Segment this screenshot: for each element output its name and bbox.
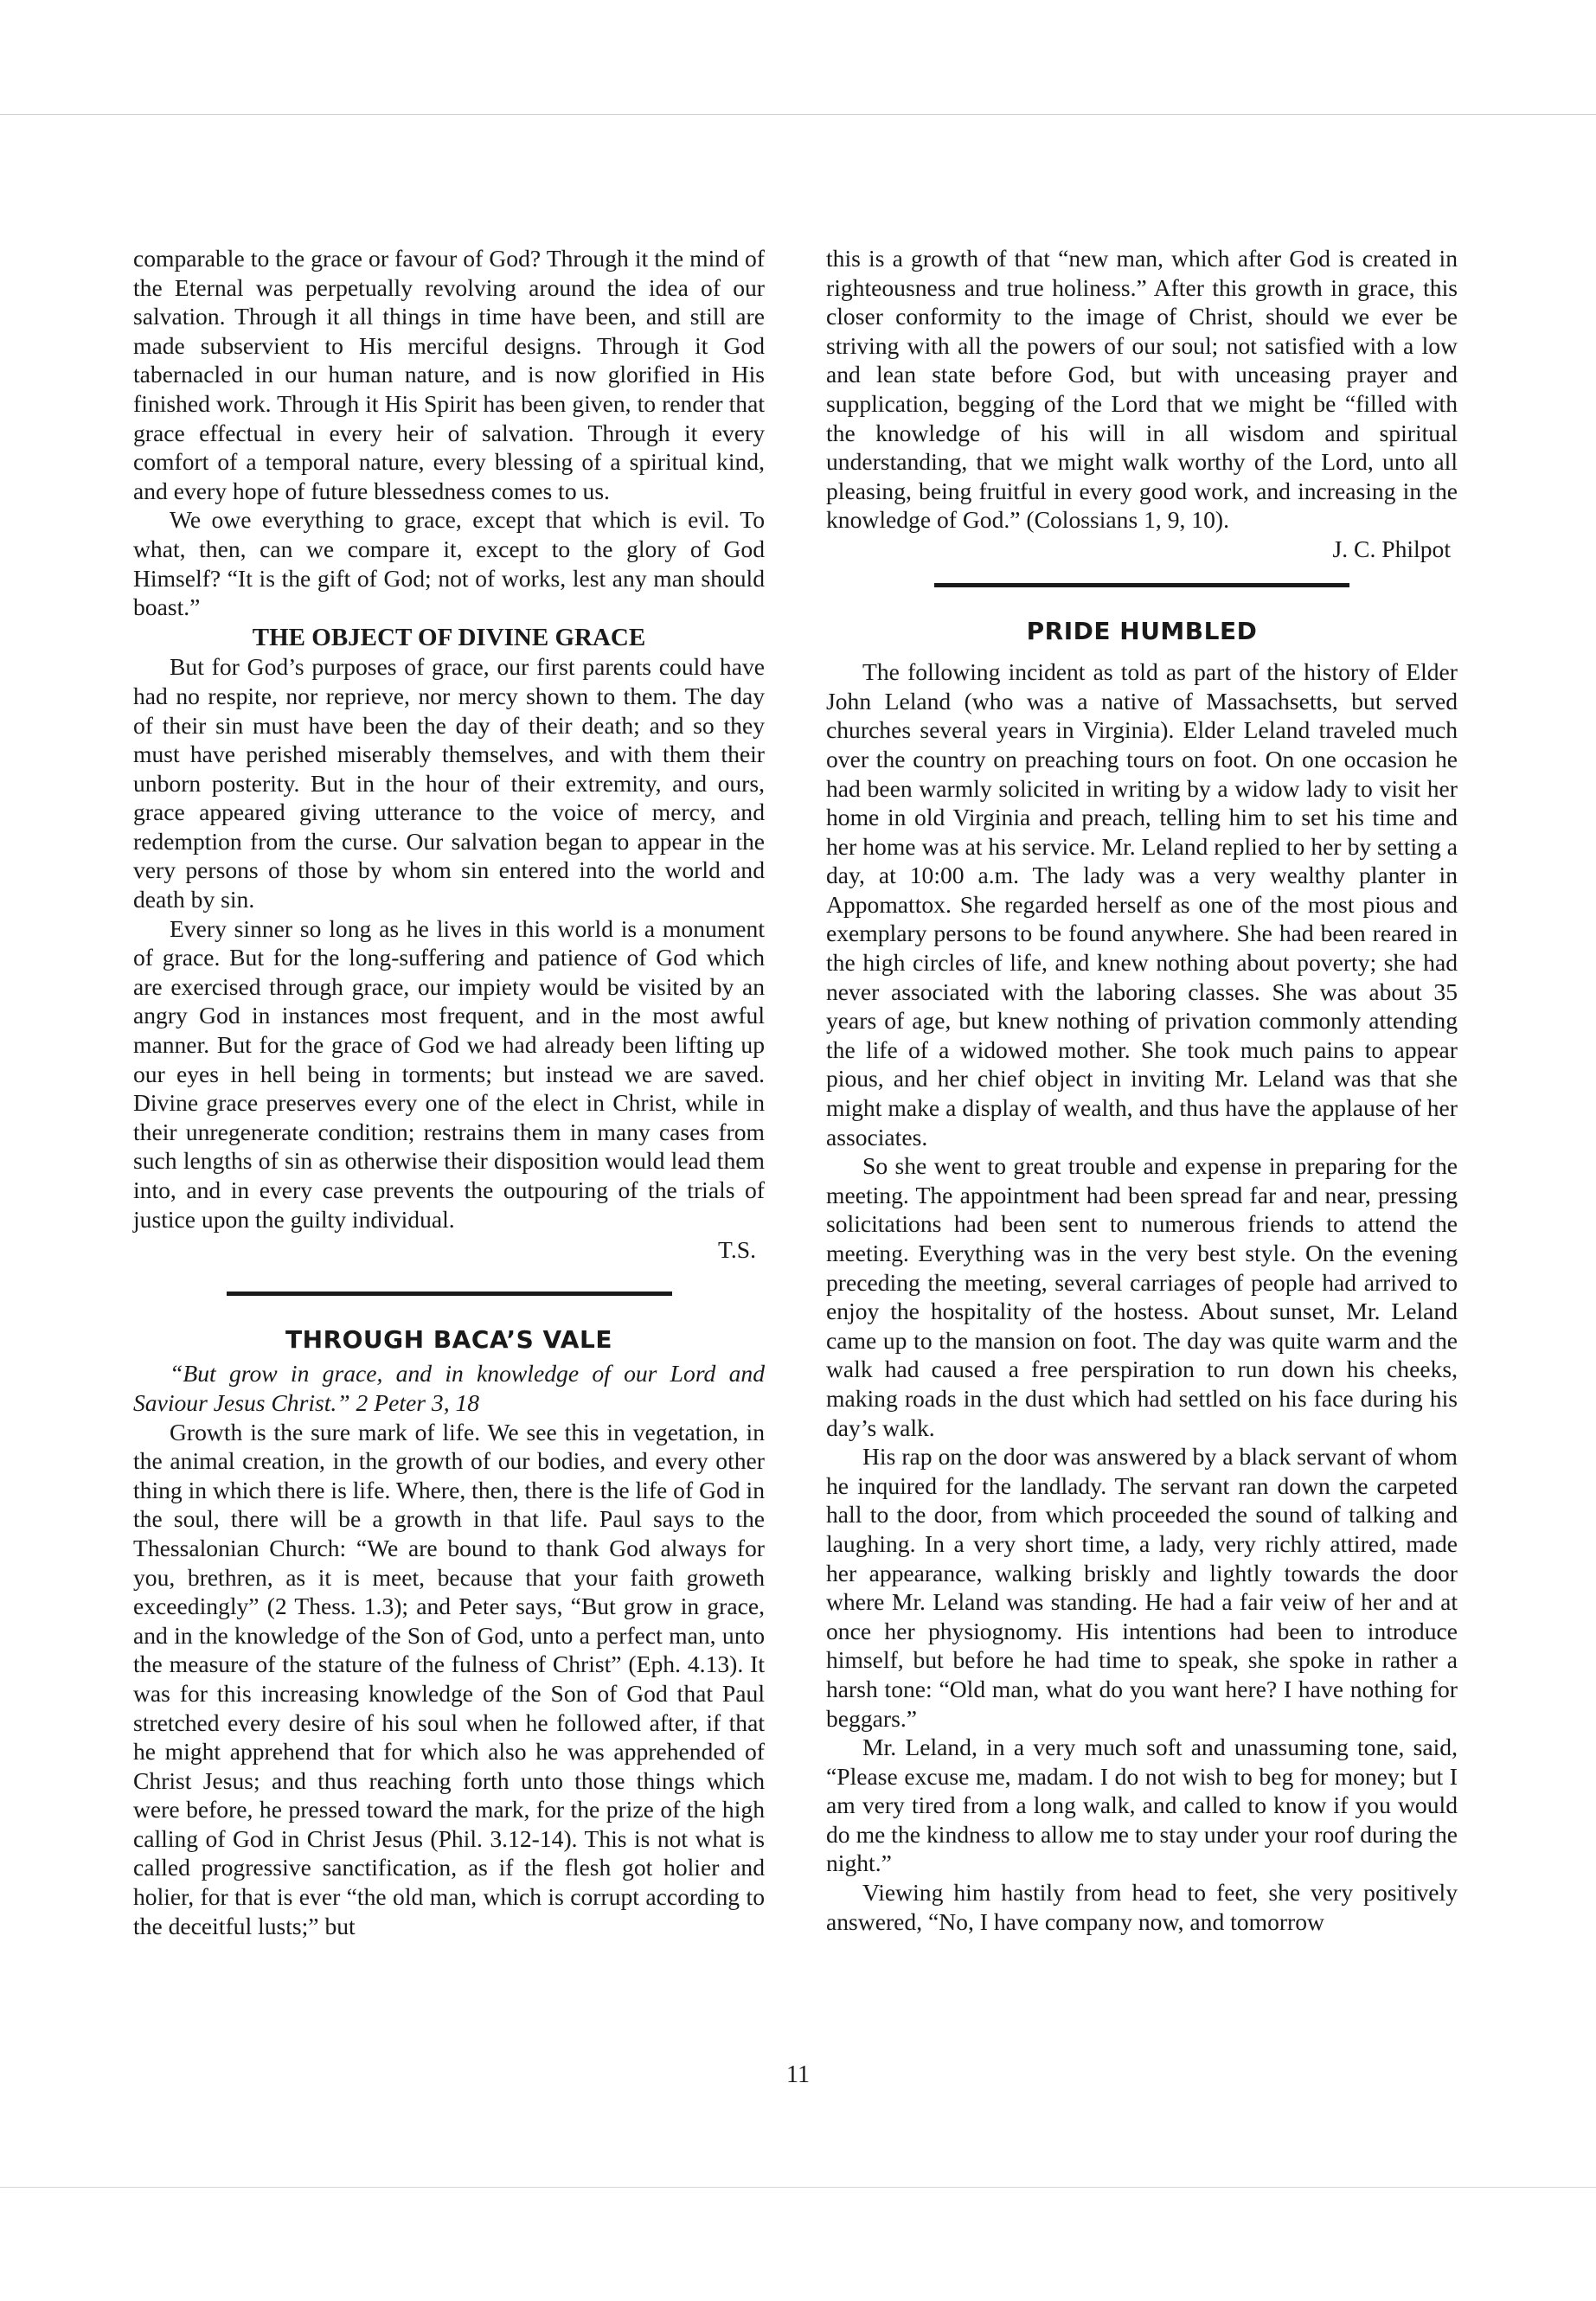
paragraph: The following incident as told as part of the history of Elder John Leland (who was a native of Massachsetts, but served churches several years in Virginia). Elder Leland traveled much over the country on preaching tours on foot. On one occasion he had been warmly solicited in writing by a widow lady to visit her home in old Virginia and preach, telling him to set his time and her home was at his service. Mr. Leland replied to her by setting a day, at 10:00 a.m. The lady was a very wealthy planter in Appomattox. She regarded herself as one of the most pious and exemplary persons to be found anywhere. She had been reared in the high circles of life, and knew nothing about poverty; she had never associated with the laboring classes. She was about 35 years of age, but knew nothing of privation commonly attending the life of a widowed mother. She took much pains to appear pious, and her chief object in inviting Mr. Leland was that she might make a display of wealth, and thus have the applause of her associates.: [826, 658, 1458, 1150]
paragraph: Every sinner so long as he lives in this world is a monument of grace. But for the long-suffering and patience of God which are exercised through grace, our impiety would be visited by an angry God in instances most frequent, and in the most awful manner. But for the grace of God we had already been lifting up our eyes in hell being in torments; but instead we are saved. Divine grace preserves every one of the elect in Christ, while in their unregenerate condition; restrains them in many cases from such lengths of sin as otherwise their disposition would lead them into, and in every case prevents the outpouring of the trials of justice upon the guilty individual.: [133, 914, 765, 1233]
right-column: [826, 244, 1458, 1936]
author-signature: T.S.: [718, 1236, 756, 1264]
paragraph: His rap on the door was answered by a black servant of whom he inquired for the landlady. The servant ran down the carpeted hall to the door, from which proceeded the sound of talking and laughing. In a very short time, a lady, very richly attired, made her appearance, walking briskly and lightly towards the door where Mr. Leland was standing. He had a fair veiw of her and at once her physiognomy. His intentions had been to introduce himself, but before he had time to speak, she spoke in rather a harsh tone: “Old man, what do you want here? I have nothing for beggars.”: [826, 1443, 1458, 1732]
section-heading-bacas-vale: THROUGH BACA’S VALE: [285, 1324, 612, 1354]
left-column: [133, 244, 765, 1940]
epigraph: “But grow in grace, and in knowledge of our Lord and Saviour Jesus Christ.” 2 Peter 3, 18: [133, 1360, 765, 1416]
paragraph: comparable to the grace or favour of God? Through it the mind of the Eternal was perpetually revolving around the idea of our salvation. Through it all things in time have been, and still are made subservient to His merciful designs. Through it God tabernacled in our human nature, and is now glorified in His finished work. Through it His Spirit has been given, to render that grace effectual in every heir of salvation. Through it every comfort of a temporal nature, every blessing of a spiritual kind, and every hope of future blessedness comes to us.: [133, 245, 765, 504]
page-top-edge: [0, 114, 1596, 115]
paragraph: this is a growth of that “new man, which after God is created in righteousness and true holiness.” After this growth in grace, this closer conformity to the image of Christ, should we ever be striving with all the powers of our soul; not satisfied with a low and lean state before God, but with unceasing prayer and supplication, begging of the Lord that we might be “filled with the knowledge of his will in all wisdom and spiritual understanding, that we might walk worthy of the Lord, unto all pleasing, being fruitful in every good work, and increasing in the knowledge of God.” (Colossians 1, 9, 10).: [826, 245, 1458, 534]
paragraph: Mr. Leland, in a very much soft and unassuming tone, said, “Please excuse me, madam. I do not wish to beg for money; but I am very tired from a long walk, and called to know if you would do me the kindness to allow me to stay under your roof during the night.”: [826, 1734, 1458, 1877]
section-divider: [227, 1292, 672, 1296]
section-heading-object-of-grace: THE OBJECT OF DIVINE GRACE: [252, 623, 646, 651]
author-signature: J. C. Philpot: [1332, 535, 1451, 562]
paragraph: We owe everything to grace, except that which is evil. To what, then, can we compare it, except to the glory of God Himself? “It is the gift of God; not of works, lest any man should boast.”: [133, 506, 765, 621]
section-heading-pride-humbled: PRIDE HUMBLED: [1026, 616, 1258, 645]
paragraph: But for God’s purposes of grace, our first parents could have had no respite, nor reprieve, nor mercy shown to them. The day of their sin must have been the day of their death; and so they must have perished miserably themselves, and with them their unborn posterity. But in the hour of their extremity, and ours, grace appeared giving utterance to the voice of mercy, and redemption from the curse. Our salvation began to appear in the very persons of those by whom sin entered into the world and death by sin.: [133, 653, 765, 913]
page-bottom-edge: [0, 2187, 1596, 2188]
paragraph: So she went to great trouble and expense in preparing for the meeting. The appointment had been spread far and near, pressing solicitations had been sent to numerous friends to attend the meeting. Everything was in the very best style. On the evening preceding the meeting, several carriages of people had arrived to enjoy the hospitality of the hostess. About sunset, Mr. Leland came up to the mansion on foot. The day was quite warm and the walk had caused a free perspiration to run down his cheeks, making roads in the dust which had settled on his face during his day’s walk.: [826, 1152, 1458, 1441]
paragraph: Growth is the sure mark of life. We see this in vegetation, in the animal creation, in the growth of our bodies, and every other thing in which there is life. Where, then, there is the life of God in the soul, there will be a growth in that life. Paul says to the Thessalonian Church: “We are bound to thank God always for you, brethren, as it is meet, because that your faith groweth exceedingly” (2 Thess. 1.3); and Peter says, “But grow in grace, and in the knowledge of the Son of God, unto a perfect man, unto the measure of the stature of the fulness of Christ” (Eph. 4.13). It was for this increasing knowledge of the Son of God that Paul stretched every desire of his soul when he followed after, if that he might apprehend that for which also he was apprehended of Christ Jesus; and thus reaching forth unto those things which were before, he pressed toward the mark, for the prize of the high calling of God in Christ Jesus (Phil. 3.12-14). This is not what is called progressive sanctification, as if the flesh got holier and holier, for that is ever “the old man, which is corrupt according to the deceitful lusts;” but: [133, 1418, 765, 1939]
paragraph: Viewing him hastily from head to feet, she very positively answered, “No, I have company now, and tomorrow: [826, 1879, 1458, 1935]
section-divider: [934, 583, 1349, 587]
page-number: 11: [786, 2061, 810, 2088]
